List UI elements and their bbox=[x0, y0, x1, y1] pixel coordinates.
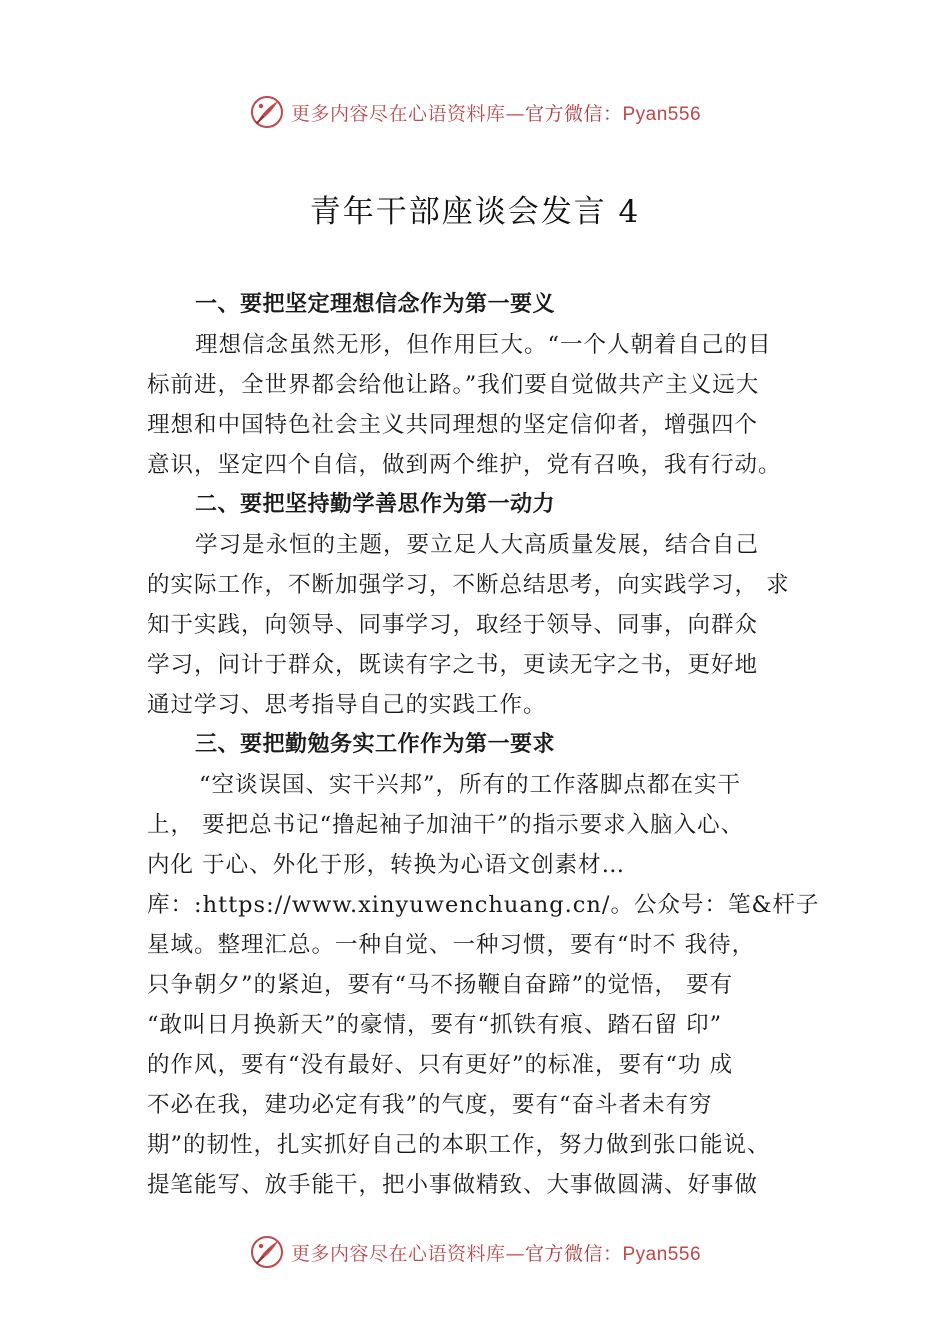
paragraph-line: 理想和中国特色社会主义共同理想的坚定信仰者，增强四个 bbox=[147, 412, 759, 438]
paragraph-line: 星域。整理汇总。一种自觉、一种习惯，要有“时不 我待， bbox=[147, 932, 756, 958]
document-title: 青年干部座谈会发言 4 bbox=[309, 194, 641, 230]
paragraph-line: 通过学习、思考指导自己的实践工作。 bbox=[147, 692, 547, 718]
paragraph-line: 知于实践，向领导、同事学习，取经于领导、同事，向群众 bbox=[147, 612, 759, 638]
paragraph-line: 学习是永恒的主题，要立足人大高质量发展，结合自己 bbox=[195, 532, 760, 558]
footer-banner-text bbox=[291, 1239, 701, 1266]
section-heading-1: 一、要把坚定理想信念作为第一要义 bbox=[195, 292, 556, 317]
paragraph-line: 学习，问计于群众，既读有字之书，更读无字之书，更好地 bbox=[147, 652, 759, 678]
header-banner-text bbox=[291, 99, 701, 126]
banner-dash: — bbox=[505, 102, 525, 125]
paragraph-line: “空谈误国、实干兴邦”，所有的工作落脚点都在实干 bbox=[199, 772, 742, 798]
paragraph-line: 的作风，要有“没有最好、只有更好”的标准，要有“功 成 bbox=[147, 1052, 734, 1078]
banner-brand-text: 更多内容尽在心语资料库 bbox=[290, 102, 506, 125]
banner-wechat-label: 官方微信： bbox=[524, 102, 623, 125]
document-body bbox=[147, 285, 827, 1205]
paragraph-line: 不必在我，建功必定有我”的气度，要有“奋斗者未有穷 bbox=[147, 1092, 713, 1118]
paragraph-line-url: 库：:https://www.xinyuwenchuang.cn/。公众号：笔&杆子 bbox=[147, 892, 820, 918]
section-heading-2: 二、要把坚持勤学善思作为第一动力 bbox=[195, 492, 556, 517]
banner-wechat-id: Pyan556 bbox=[622, 103, 702, 125]
paragraph-line: 内化 于心、外化于形，转换为心语文创素材… bbox=[147, 852, 626, 878]
paragraph-line: 提笔能写、放手能干，把小事做精致、大事做圆满、好事做 bbox=[147, 1172, 759, 1198]
quill-pen-logo-icon bbox=[249, 1234, 285, 1270]
header-banner-inner bbox=[249, 94, 701, 130]
paragraph-line: 上， 要把总书记“撸起袖子加油干”的指示要求入脑入心、 bbox=[147, 812, 745, 838]
footer-banner-inner bbox=[249, 1234, 701, 1270]
paragraph-line: 只争朝夕”的紧迫，要有“马不扬鞭自奋蹄”的觉悟， 要有 bbox=[147, 972, 734, 998]
paragraph-line: 意识，坚定四个自信，做到两个维护，党有召唤，我有行动。 bbox=[147, 452, 782, 478]
paragraph-line: “敢叫日月换新天”的豪情，要有“抓铁有痕、踏石留 印” bbox=[147, 1012, 723, 1038]
banner-dash: — bbox=[505, 1242, 525, 1265]
paragraph-line: 标前进，全世界都会给他让路。”我们要自觉做共产主义远大 bbox=[147, 372, 760, 398]
section-heading-3: 三、要把勤勉务实工作作为第一要求 bbox=[195, 732, 556, 757]
header-banner[interactable] bbox=[0, 92, 950, 132]
paragraph-line: 理想信念虽然无形，但作用巨大。“一个人朝着自己的目 bbox=[195, 332, 772, 358]
quill-pen-logo-icon bbox=[249, 94, 285, 130]
footer-banner[interactable] bbox=[0, 1232, 950, 1272]
paragraph-line: 期”的韧性，扎实抓好自己的本职工作，努力做到张口能说、 bbox=[147, 1132, 771, 1158]
banner-brand-text: 更多内容尽在心语资料库 bbox=[290, 1242, 506, 1265]
paragraph-line: 的实际工作，不断加强学习，不断总结思考，向实践学习， 求 bbox=[147, 572, 790, 598]
banner-wechat-id: Pyan556 bbox=[622, 1243, 702, 1265]
banner-wechat-label: 官方微信： bbox=[524, 1242, 623, 1265]
